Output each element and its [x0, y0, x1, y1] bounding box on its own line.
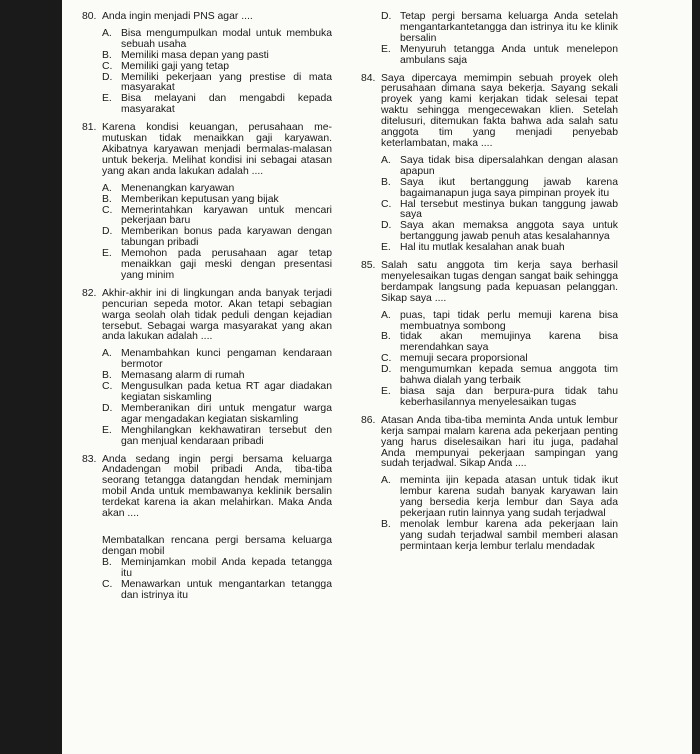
question-83-continued: [361, 12, 618, 67]
option-text: Memiliki masa depan yang pasti: [121, 49, 269, 61]
option-letter: A.: [381, 154, 391, 166]
option-letter: B.: [102, 193, 112, 205]
option-text: Saya akan memaksa anggota saya untuk bertanggung jawab penuh atas kesalahannya: [400, 220, 618, 243]
option-letter: C.: [381, 353, 392, 365]
option-text: Memiliki gaji yang tetap: [121, 60, 229, 72]
option-letter: C.: [102, 381, 113, 393]
option-letter: D.: [102, 71, 113, 83]
option-letter: E.: [381, 386, 391, 397]
option-letter: D.: [381, 220, 392, 232]
option-letter: E.: [381, 43, 391, 55]
question-86: [361, 416, 618, 553]
option-letter: A.: [102, 182, 112, 194]
question-85: [361, 261, 618, 409]
question-stem: Saya dipercaya memimpin sebuah proyek oleh perusahaan dimana saya bekerja. Sayang sekali proyek yang kami kerjakan tidak selesai tepat waktu sehingga mengecewakan klien. Setelah ditelusuri, ditemukan fakta bahwa ada salah satu anggota tim yang menjadi penyebab keterlambatan, maka ....: [381, 72, 618, 149]
option-letter: E.: [102, 93, 112, 105]
exam-page: [62, 0, 692, 754]
option-letter: C.: [381, 198, 392, 210]
option-letter: B.: [102, 556, 112, 568]
option-text: tidak akan memujinya karena bisa merendahkan saya: [400, 331, 618, 354]
option-text: Hal tersebut mestinya bukan tanggung jawab saya: [400, 198, 618, 221]
option-c: [102, 382, 332, 404]
option-letter: B.: [381, 518, 391, 530]
option-letter: B.: [102, 370, 112, 382]
option-d: [381, 221, 618, 243]
option-d: [102, 73, 332, 95]
option-letter: D.: [381, 364, 392, 376]
option-letter: B.: [102, 49, 112, 61]
option-text: Mengusulkan pada ketua RT agar diadakan kegiatan siskamling: [121, 381, 332, 403]
option-text: Meminjamkan mobil Anda kepada tetangga itu: [121, 556, 332, 579]
question-83: [82, 455, 332, 602]
option-text: Saya ikut bertanggung jawab karena bagaimanapun juga saya pimpinan proyek itu: [400, 176, 618, 199]
option-a: [381, 156, 618, 178]
option-text: biasa saja dan berpura-pura tidak tahu keberhasilannya menyelesaikan tugas: [400, 386, 618, 408]
option-text: mengumumkan kepada semua anggota tim bahwa dialah yang terbaik: [400, 364, 618, 387]
option-e: [102, 94, 332, 116]
option-text: Menghilangkan kekhawatiran tersebut den gan menjual kendaraan pribadi: [121, 424, 332, 447]
option-letter: B.: [381, 331, 391, 343]
option-b: [102, 51, 332, 62]
option-c: [102, 206, 332, 228]
option-text: Memberanikan diri untuk mengatur warga agar mengadakan kegiatan siskamling: [121, 402, 332, 425]
option-b: [381, 178, 618, 200]
option-d: [102, 227, 332, 249]
option-text: Memiliki pekerjaan yang prestise di mata masyarakat: [121, 71, 332, 94]
option-text: puas, tapi tidak perlu memuji karena bisa membuatnya sombong: [400, 309, 618, 332]
question-81: [82, 123, 332, 282]
option-d: [381, 365, 618, 387]
question-stem: Akhir-akhir ini di lingkungan anda banyak terjadi pencurian sepeda motor. Akan tetapi sebagian warga seolah olah tidak peduli dengan kejadian tersebut. Sebagai warga masyarakat yang akan anda lakukan adalah ....: [102, 287, 332, 343]
option-a: [381, 476, 618, 520]
question-number: 82.: [82, 287, 97, 299]
option-letter: E.: [381, 242, 391, 254]
question-82: [82, 289, 332, 448]
question-stem: Karena kondisi keuangan, perusahaan me-mutuskan tidak menaikkan gaji karyawan. Akibatnya karyawan menjadi bermalas-malasan untuk bekerja. Melihat kondisi ini sebagai atasan yang akan anda lakukan adalah ....: [102, 122, 332, 177]
option-letter: A.: [102, 27, 112, 39]
option-letter: D.: [381, 11, 392, 22]
option-text: Menyuruh tetangga Anda untuk menelepon ambulans saja: [400, 43, 618, 66]
option-letter: A.: [381, 309, 391, 321]
option-text: memuji secara proporsional: [400, 353, 528, 365]
question-stem: Salah satu anggota tim kerja saya berhasil menyelesaikan tugas dengan sangat baik sehingga berdampak langsung pada kepuasan pelanggan. Sikap saya ....: [381, 260, 618, 304]
option-letter: B.: [381, 176, 391, 188]
option-e: [381, 387, 618, 409]
option-letter: E.: [102, 248, 112, 260]
option-letter: E.: [102, 424, 112, 436]
question-stem: Anda sedang ingin pergi bersama keluarga Andadengan mobil pribadi Anda, tiba-tiba seorang tetangga datangdan hendak meminjam mobil Anda untuk membawanya keklinik bersalin terdekat karena ia akan melahirkan. Maka Anda akan ....: [102, 453, 332, 520]
option-text: Memasang alarm di rumah: [121, 370, 245, 382]
option-text: meminta ijin kepada atasan untuk tidak ikut lembur karena sudah banyak karyawan lain yang bersedia kerja lembur dan Saya ada pekerjaan rutin lainnya yang sudah terjadwal: [400, 475, 618, 520]
question-number: 81.: [82, 122, 97, 134]
option-a: [102, 184, 332, 195]
option-text: Memohon pada perusahaan agar tetap menaikkan gaji meski dengan presentasi yang minim: [121, 248, 332, 281]
option-b: [102, 558, 332, 580]
option-text: Menawarkan untuk mengantarkan tetangga dan istrinya itu: [121, 578, 332, 601]
option-a: [381, 311, 618, 333]
option-a: [102, 29, 332, 51]
option-text: menolak lembur karena ada pekerjaan lain yang sudah terjadwal sambil memberi alasan permintaan kerja lembur terlalu mendadak: [400, 518, 618, 552]
option-text: Menenangkan karyawan: [121, 182, 235, 194]
question-80: [82, 12, 332, 116]
option-e: [102, 426, 332, 448]
option-a: [102, 349, 332, 371]
question-number: 83.: [82, 453, 97, 465]
question-number: 80.: [82, 11, 97, 22]
option-text: Bisa melayani dan mengabdi kepada masyarakat: [121, 93, 332, 116]
option-text: Memberikan bonus pada karyawan dengan tabungan pribadi: [121, 226, 332, 249]
option-letter: C.: [102, 60, 113, 72]
option-text: Memberikan keputusan yang bijak: [121, 193, 279, 205]
option-c: [102, 580, 332, 602]
option-c: [102, 62, 332, 73]
option-text: Bisa mengumpulkan modal untuk membuka sebuah usaha: [121, 27, 332, 50]
question-number: 85.: [361, 260, 376, 272]
option-c: [381, 200, 618, 222]
question-84: [361, 74, 618, 255]
question-stem: Anda ingin menjadi PNS agar ....: [102, 11, 253, 22]
option-text: Membatalkan rencana pergi bersama keluarga dengan mobil: [102, 534, 332, 557]
question-number: 86.: [361, 414, 376, 426]
question-number: 84.: [361, 72, 376, 84]
option-b: [381, 520, 618, 553]
option-e: [381, 45, 618, 67]
option-letter: D.: [102, 226, 113, 238]
option-letter: D.: [102, 402, 113, 414]
option-text: Menambahkan kunci pengaman kendaraan bermotor: [121, 348, 332, 371]
option-d: [102, 404, 332, 426]
option-b: [381, 332, 618, 354]
question-stem: Atasan Anda tiba-tiba meminta Anda untuk lembur kerja sampai malam karena ada pekerjaan penting yang harus diselesaikan hari itu juga, padahal Anda mempunyai pekerjaan sampingan yang sudah terjadwal. Sikap Anda ....: [381, 414, 618, 470]
option-e: [381, 243, 618, 254]
option-text: Memerintahkan karyawan untuk mencari pekerjaan baru: [121, 204, 332, 227]
option-text: Hal itu mutlak kesalahan anak buah: [400, 242, 565, 254]
option-text: Saya tidak bisa dipersalahkan dengan alasan apapun: [400, 154, 618, 177]
left-column: [82, 12, 332, 608]
option-d: [381, 12, 618, 45]
right-column: [361, 12, 618, 560]
option-b: [102, 195, 332, 206]
option-text: Tetap pergi bersama keluarga Anda setelah mengantarkantetangga dan istrinya itu ke klinik bersalin: [400, 11, 618, 44]
option-e: [102, 249, 332, 282]
option-letter: A.: [102, 348, 112, 360]
option-a: [102, 536, 332, 558]
option-letter: C.: [102, 578, 113, 590]
option-letter: C.: [102, 204, 113, 216]
option-letter: A.: [381, 475, 391, 487]
